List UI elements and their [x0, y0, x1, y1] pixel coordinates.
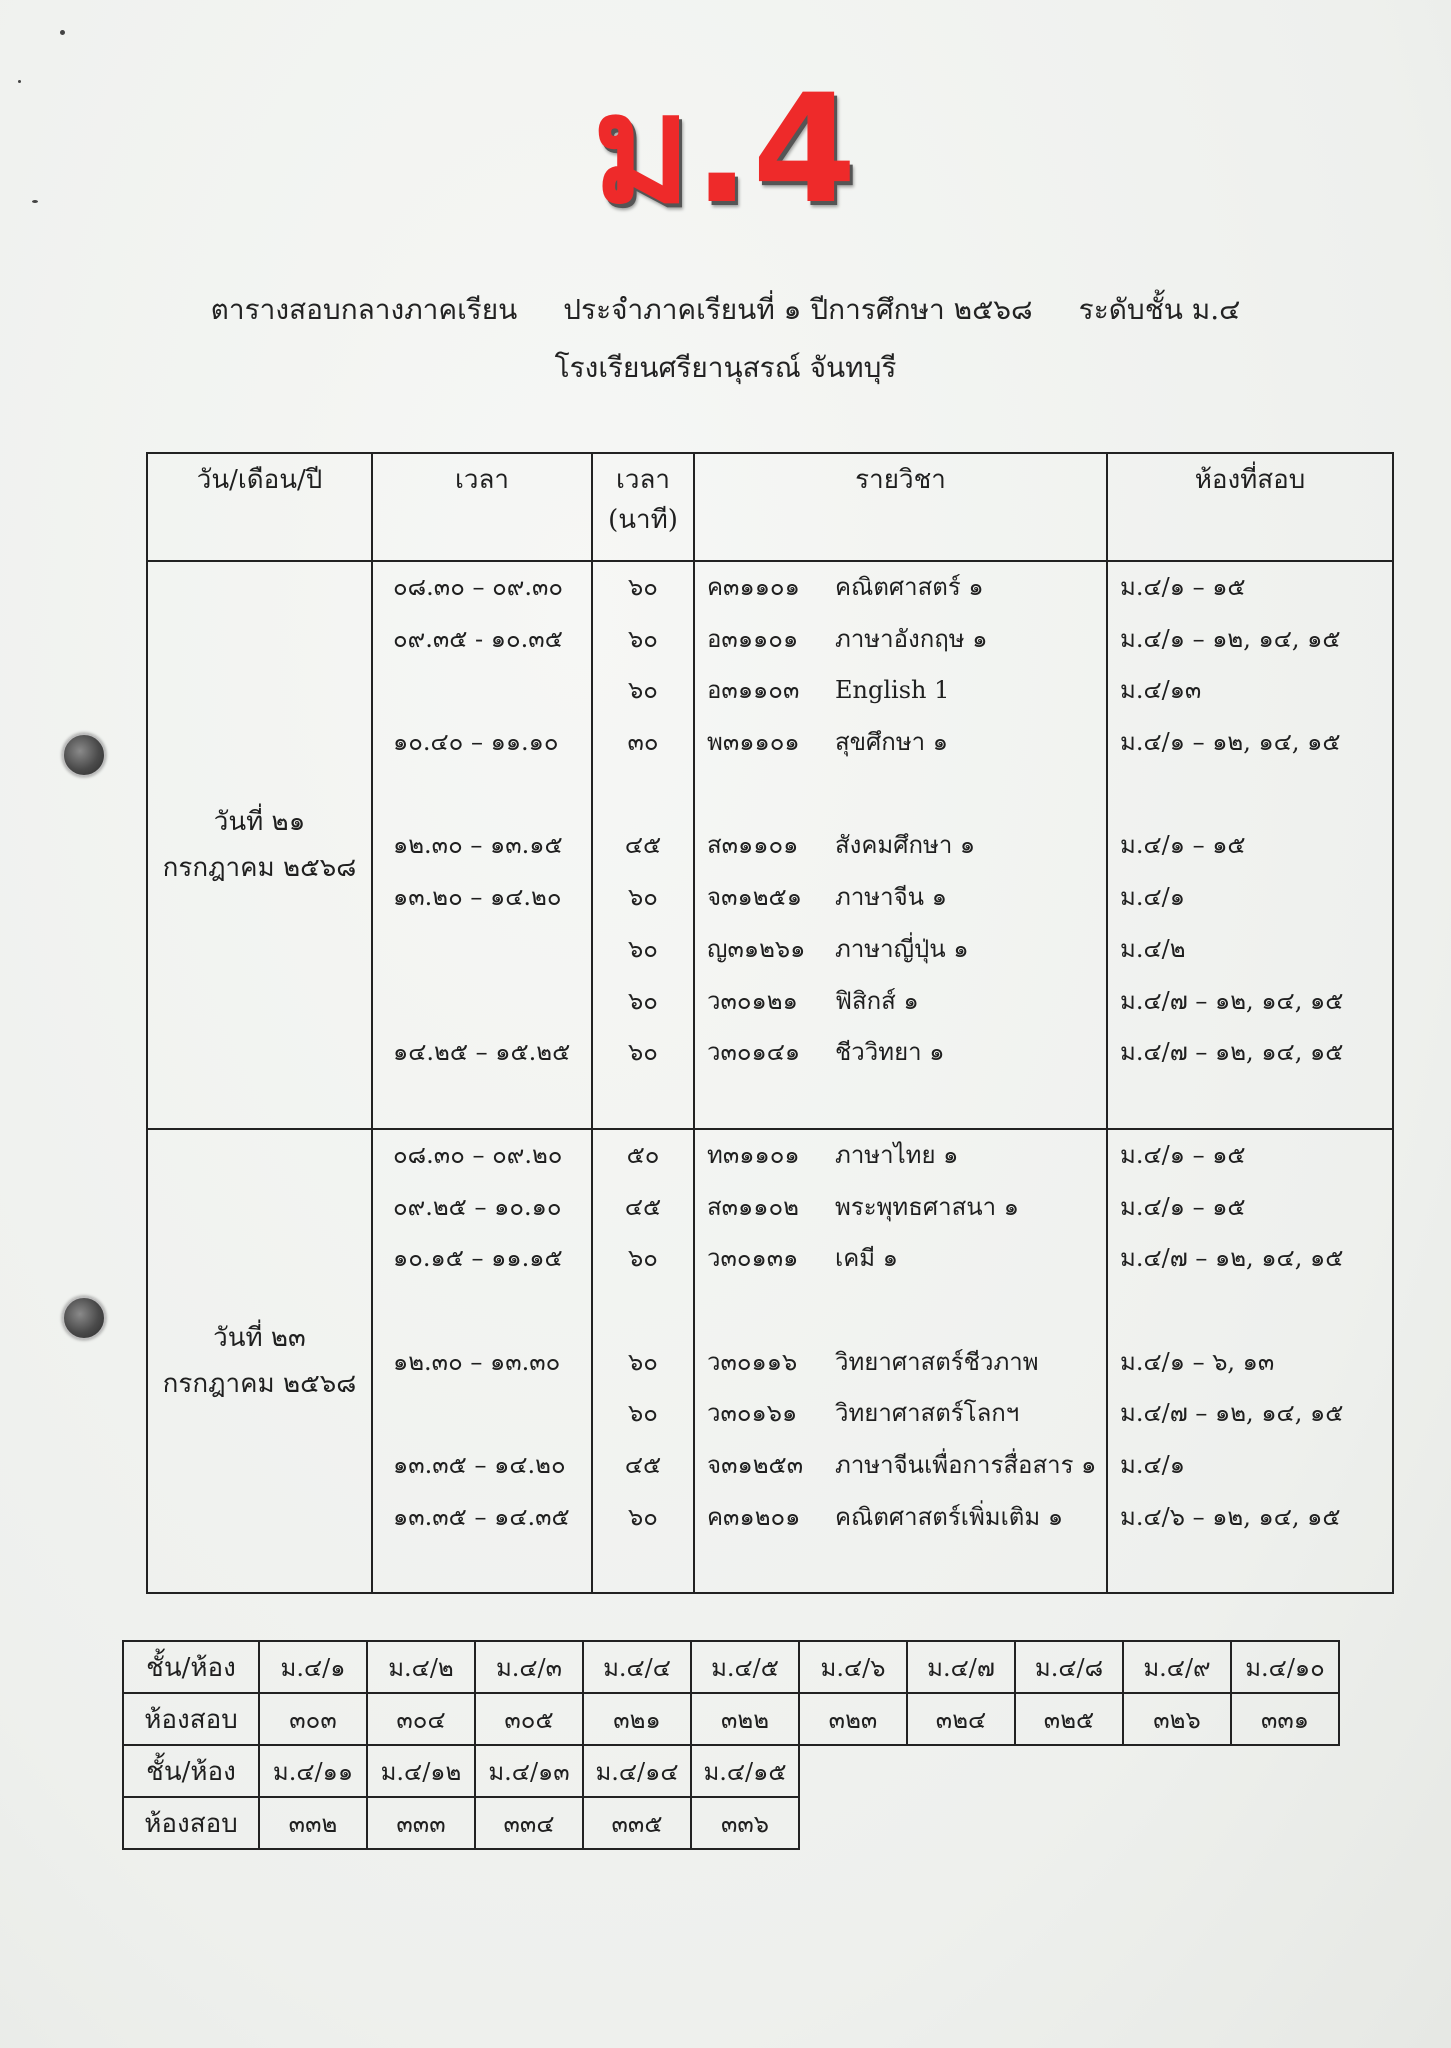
minutes-entry: ๔๕ — [624, 1451, 662, 1480]
room-entry: ม.๔/๗ – ๑๒, ๑๔, ๑๕ — [1120, 1244, 1344, 1273]
subject-code: อ๓๑๑๐๓ — [707, 676, 800, 705]
empty-cell — [799, 1797, 1339, 1849]
time-entry: ๑๒.๓๐ – ๑๓.๑๕ — [393, 831, 563, 860]
room-cell: ๓๐๔ — [367, 1693, 475, 1745]
minutes-entry — [593, 1285, 693, 1337]
subject-name: ภาษาอังกฤษ ๑ — [835, 624, 988, 653]
day-block-21 — [147, 561, 1393, 1129]
subject-entry — [695, 924, 1106, 976]
subject-entry — [695, 1285, 1106, 1337]
minutes-entry: ๖๐ — [628, 1399, 658, 1428]
header-subject: รายวิชา — [694, 453, 1107, 561]
paper-speck — [60, 30, 65, 35]
room-cell: ๓๐๕ — [475, 1693, 583, 1745]
room-entry: ม.๔/๑ – ๑๒, ๑๔, ๑๕ — [1120, 624, 1341, 653]
minutes-entry: ๖๐ — [628, 1502, 658, 1531]
subject-code: ว๓๐๑๓๑ — [707, 1244, 799, 1273]
schedule-heading — [0, 290, 1451, 330]
subject-code: ว๓๐๑๒๑ — [707, 986, 798, 1015]
minutes-entry: ๔๕ — [624, 1192, 662, 1221]
class-cell: ม.๔/๕ — [691, 1641, 799, 1693]
room-column — [1107, 1129, 1393, 1593]
subject-name: วิทยาศาสตร์ชีวภาพ — [835, 1347, 1039, 1376]
room-cell: ๓๐๓ — [259, 1693, 367, 1745]
subject-entry — [695, 1440, 1106, 1492]
time-entry — [373, 976, 591, 1028]
time-column — [372, 1129, 592, 1593]
subject-column — [694, 1129, 1107, 1593]
subject-code: จ๓๑๒๕๓ — [707, 1451, 804, 1480]
minutes-column — [592, 561, 694, 1129]
day-block-23 — [147, 1129, 1393, 1593]
subject-name: สุขศึกษา ๑ — [835, 728, 948, 757]
punch-hole-top — [62, 733, 106, 777]
time-entry — [373, 924, 591, 976]
class-cell: ม.๔/๑๕ — [691, 1745, 799, 1797]
room-entry: ม.๔/๒ — [1120, 934, 1186, 963]
heading-semester: ประจำภาคเรียนที่ ๑ ปีการศึกษา ๒๕๖๘ — [563, 293, 1033, 326]
subject-code: ว๓๐๑๔๑ — [707, 1038, 801, 1067]
room-entry — [1108, 769, 1392, 821]
room-entry — [1108, 1285, 1392, 1337]
minutes-column — [592, 1129, 694, 1593]
time-entry: ๐๙.๓๕ - ๑๐.๓๕ — [393, 624, 563, 653]
subject-name: ภาษาจีนเพื่อการสื่อสาร ๑ — [835, 1451, 1097, 1480]
subject-name: English 1 — [835, 676, 950, 705]
time-entry: ๑๓.๒๐ – ๑๔.๒๐ — [393, 883, 562, 912]
day-date-line1: วันที่ ๒๓ — [213, 1323, 306, 1353]
class-cell: ม.๔/๗ — [907, 1641, 1015, 1693]
room-cell: ๓๓๓ — [367, 1797, 475, 1849]
room-cell: ๓๒๒ — [691, 1693, 799, 1745]
room-entry: ม.๔/๗ – ๑๒, ๑๔, ๑๕ — [1120, 1038, 1344, 1067]
subject-name: พระพุทธศาสนา ๑ — [835, 1192, 1019, 1221]
time-entry: ๐๘.๓๐ – ๐๙.๒๐ — [393, 1141, 563, 1169]
subject-code: ส๓๑๑๐๒ — [707, 1192, 799, 1221]
class-label: ชั้น/ห้อง — [123, 1641, 259, 1693]
header-time: เวลา — [372, 453, 592, 561]
room-entry: ม.๔/๖ – ๑๒, ๑๔, ๑๕ — [1120, 1502, 1341, 1531]
time-column — [372, 561, 592, 1129]
grade-title: ม.4 — [592, 63, 859, 237]
room-entry: ม.๔/๑๓ — [1120, 676, 1202, 705]
room-table-row — [123, 1693, 1339, 1745]
minutes-entry: ๕๐ — [626, 1141, 660, 1169]
class-cell: ม.๔/๖ — [799, 1641, 907, 1693]
minutes-entry: ๔๕ — [624, 831, 662, 860]
room-label: ห้องสอบ — [123, 1797, 259, 1849]
room-label: ห้องสอบ — [123, 1693, 259, 1745]
room-table-row — [123, 1641, 1339, 1693]
subject-entry — [695, 1233, 1106, 1285]
class-cell: ม.๔/๓ — [475, 1641, 583, 1693]
subject-entry — [695, 1182, 1106, 1234]
room-entry: ม.๔/๑ – ๑๕ — [1120, 573, 1246, 601]
room-column — [1107, 561, 1393, 1129]
time-entry: ๑๔.๒๕ – ๑๕.๒๕ — [393, 1038, 571, 1067]
room-table-row — [123, 1797, 1339, 1849]
time-entry — [373, 1388, 591, 1440]
minutes-entry: ๖๐ — [628, 934, 658, 963]
time-entry — [373, 1285, 591, 1337]
subject-code: ค๓๑๒๐๑ — [707, 1502, 801, 1531]
minutes-entry: ๖๐ — [628, 624, 658, 653]
time-entry — [373, 769, 591, 821]
subject-name: ภาษาญี่ปุ่น ๑ — [835, 934, 969, 963]
minutes-entry — [593, 769, 693, 821]
day-date-line2: กรกฎาคม ๒๕๖๘ — [162, 853, 357, 883]
class-cell: ม.๔/๑๒ — [367, 1745, 475, 1797]
time-entry: ๑๓.๓๕ – ๑๔.๓๕ — [393, 1502, 570, 1531]
heading-exam-type: ตารางสอบกลางภาคเรียน — [210, 293, 518, 326]
day-date-line1: วันที่ ๒๑ — [213, 807, 306, 837]
room-cell: ๓๓๕ — [583, 1797, 691, 1849]
subject-entry — [695, 562, 1106, 614]
time-entry: ๑๐.๔๐ – ๑๑.๑๐ — [393, 728, 559, 757]
subject-entry — [695, 769, 1106, 821]
header-minutes — [592, 453, 694, 561]
class-cell: ม.๔/๑๓ — [475, 1745, 583, 1797]
subject-entry — [695, 872, 1106, 924]
time-entry: ๑๐.๑๕ – ๑๑.๑๕ — [393, 1244, 563, 1273]
subject-name: คณิตศาสตร์เพิ่มเติม ๑ — [835, 1502, 1064, 1531]
room-cell: ๓๒๔ — [907, 1693, 1015, 1745]
room-cell: ๓๓๖ — [691, 1797, 799, 1849]
subject-name: วิทยาศาสตร์โลกฯ — [835, 1399, 1020, 1428]
subject-code: พ๓๑๑๐๑ — [707, 728, 800, 757]
subject-name: เคมี ๑ — [835, 1244, 898, 1273]
header-room: ห้องที่สอบ — [1107, 453, 1393, 561]
subject-entry — [695, 820, 1106, 872]
subject-entry — [695, 1027, 1106, 1079]
day-date-cell — [147, 561, 372, 1129]
subject-entry — [695, 717, 1106, 769]
room-entry: ม.๔/๗ – ๑๒, ๑๔, ๑๕ — [1120, 1399, 1344, 1428]
minutes-entry: ๓๐ — [627, 728, 659, 757]
day-date-cell — [147, 1129, 372, 1593]
subject-entry — [695, 665, 1106, 717]
subject-name: สังคมศึกษา ๑ — [835, 831, 976, 860]
class-cell: ม.๔/๑๔ — [583, 1745, 691, 1797]
table-header-row — [147, 453, 1393, 561]
empty-cell — [799, 1745, 1339, 1797]
time-entry: ๑๓.๓๕ – ๑๔.๒๐ — [393, 1451, 566, 1480]
subject-code: ว๓๐๑๖๑ — [707, 1399, 798, 1428]
class-label: ชั้น/ห้อง — [123, 1745, 259, 1797]
day-date-line2: กรกฎาคม ๒๕๖๘ — [162, 1369, 357, 1399]
exam-schedule-table — [146, 452, 1394, 1594]
time-entry — [373, 665, 591, 717]
subject-code: จ๓๑๒๕๑ — [707, 883, 802, 912]
minutes-entry: ๖๐ — [628, 986, 658, 1015]
subject-entry — [695, 1388, 1106, 1440]
room-entry: ม.๔/๑ – ๖, ๑๓ — [1120, 1347, 1275, 1376]
subject-name: คณิตศาสตร์ ๑ — [835, 573, 984, 601]
header-minutes-line1: เวลา — [615, 465, 671, 495]
room-entry: ม.๔/๑ – ๑๕ — [1120, 831, 1246, 860]
subject-code: ท๓๑๑๐๑ — [707, 1141, 800, 1169]
subject-column — [694, 561, 1107, 1129]
class-cell: ม.๔/๑๐ — [1231, 1641, 1339, 1693]
subject-code: ค๓๑๑๐๑ — [707, 573, 800, 601]
class-cell: ม.๔/๙ — [1123, 1641, 1231, 1693]
minutes-entry: ๖๐ — [628, 573, 658, 601]
subject-entry — [695, 1492, 1106, 1544]
minutes-entry: ๖๐ — [628, 676, 658, 705]
room-cell: ๓๒๑ — [583, 1693, 691, 1745]
subject-entry — [695, 614, 1106, 666]
time-entry: ๐๙.๒๕ – ๑๐.๑๐ — [393, 1192, 562, 1221]
class-cell: ม.๔/๔ — [583, 1641, 691, 1693]
subject-name: ภาษาจีน ๑ — [835, 883, 947, 912]
room-assignment-table — [122, 1640, 1340, 1850]
time-entry: ๑๒.๓๐ – ๑๓.๓๐ — [393, 1347, 561, 1376]
header-date: วัน/เดือน/ปี — [147, 453, 372, 561]
class-cell: ม.๔/๘ — [1015, 1641, 1123, 1693]
subject-entry — [695, 1130, 1106, 1182]
room-cell: ๓๒๓ — [799, 1693, 907, 1745]
header-minutes-line2: (นาที) — [608, 505, 678, 535]
room-entry: ม.๔/๑ – ๑๒, ๑๔, ๑๕ — [1120, 728, 1341, 757]
minutes-entry: ๖๐ — [628, 1038, 658, 1067]
subject-code: ญ๓๑๒๖๑ — [707, 934, 806, 963]
room-table-row — [123, 1745, 1339, 1797]
room-entry: ม.๔/๗ – ๑๒, ๑๔, ๑๕ — [1120, 986, 1344, 1015]
subject-name: ชีววิทยา ๑ — [835, 1038, 945, 1067]
room-entry: ม.๔/๑ — [1120, 883, 1185, 912]
room-entry: ม.๔/๑ — [1120, 1451, 1185, 1480]
room-entry: ม.๔/๑ – ๑๕ — [1120, 1141, 1246, 1169]
room-cell: ๓๓๒ — [259, 1797, 367, 1849]
minutes-entry: ๖๐ — [628, 1347, 658, 1376]
school-name: โรงเรียนศรียานุสรณ์ จันทบุรี — [554, 351, 897, 384]
time-entry: ๐๘.๓๐ – ๐๙.๓๐ — [393, 573, 564, 601]
class-cell: ม.๔/๑ — [259, 1641, 367, 1693]
subject-entry — [695, 1337, 1106, 1389]
punch-hole-bottom — [62, 1296, 106, 1340]
subject-name: ฟิสิกส์ ๑ — [835, 986, 919, 1015]
minutes-entry: ๖๐ — [628, 1244, 658, 1273]
subject-entry — [695, 976, 1106, 1028]
minutes-entry: ๖๐ — [628, 883, 658, 912]
room-cell: ๓๒๖ — [1123, 1693, 1231, 1745]
subject-name: ภาษาไทย ๑ — [835, 1141, 959, 1169]
room-cell: ๓๓๔ — [475, 1797, 583, 1849]
room-cell: ๓๓๑ — [1231, 1693, 1339, 1745]
class-cell: ม.๔/๒ — [367, 1641, 475, 1693]
subject-code: ว๓๐๑๑๖ — [707, 1347, 798, 1376]
subject-code: ส๓๑๑๐๑ — [707, 831, 799, 860]
room-cell: ๓๒๕ — [1015, 1693, 1123, 1745]
class-cell: ม.๔/๑๑ — [259, 1745, 367, 1797]
subject-code: อ๓๑๑๐๑ — [707, 624, 799, 653]
heading-level: ระดับชั้น ม.๔ — [1078, 293, 1241, 326]
room-entry: ม.๔/๑ – ๑๕ — [1120, 1192, 1246, 1221]
